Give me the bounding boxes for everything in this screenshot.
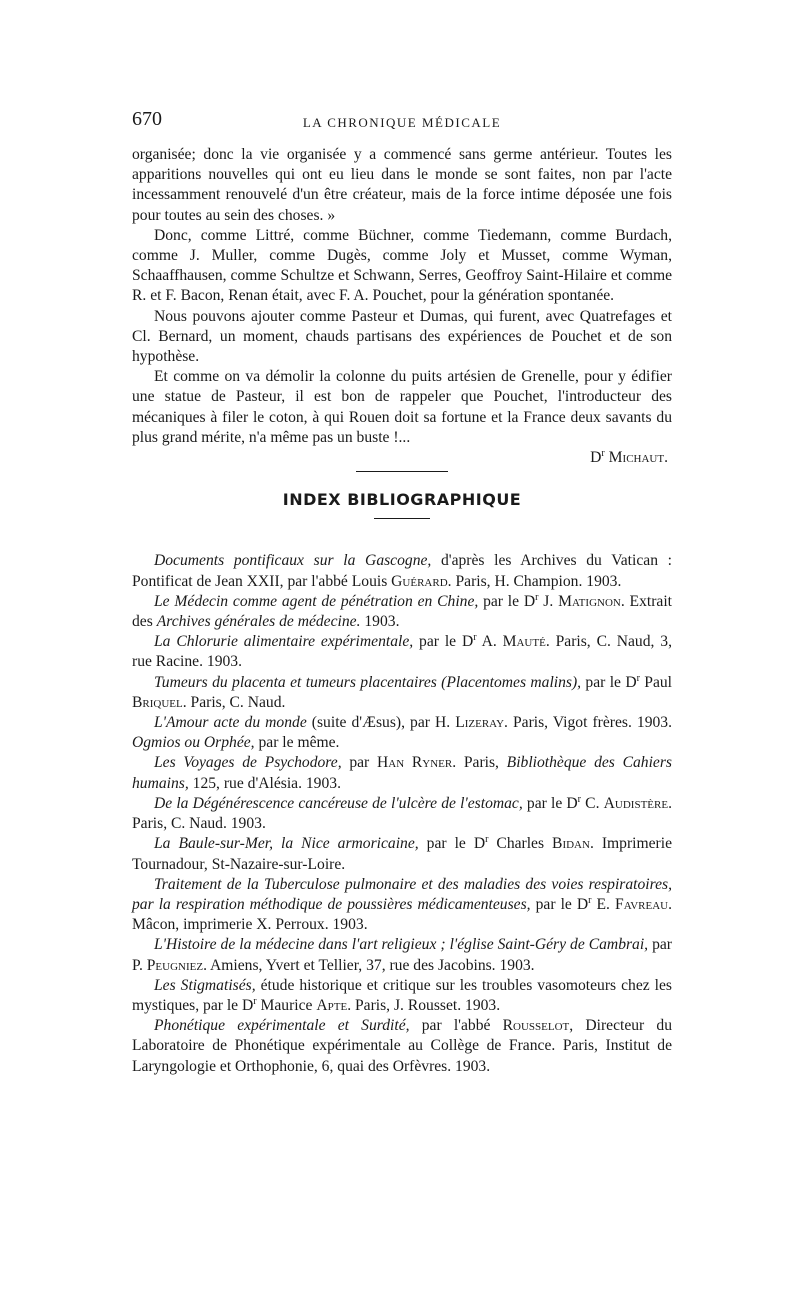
entry-title: Tumeurs du placenta et tumeurs placentaires (Placentomes malins), xyxy=(154,673,582,691)
prose-paragraph: organisée; donc la vie organisée y a commencé sans germe antérieur. Toutes les apparitions nouvelles qui ont eu lieu dans le monde se sont faites, non par l'acte incessamment renouvelé d'un être créateur, mais de la force intime déposée une fois pour toutes au sein des choses. » xyxy=(132,146,672,224)
entry-title: Le Médecin comme agent de pénétration en Chine, xyxy=(154,592,479,610)
entry-text: . Paris, C. Naud. 1903. xyxy=(132,794,672,833)
entry-title: L'Histoire de la médecine dans l'art religieux ; l'église Saint-Géry de Cambrai, xyxy=(154,936,649,954)
entry-author: Mauté xyxy=(502,633,546,651)
entry-text: (suite d'Æsus), par H. xyxy=(306,714,456,732)
entry-title: La Baule-sur-Mer, la Nice armoricaine, xyxy=(154,835,419,853)
entry-text: par le D xyxy=(581,673,637,691)
bibliography-entry xyxy=(132,632,672,672)
divider-rule xyxy=(374,518,430,519)
entry-superscript: r xyxy=(636,672,640,684)
signature xyxy=(132,448,672,468)
page-number: 670 xyxy=(132,108,162,130)
entry-text: . Paris, C. Naud. xyxy=(182,693,286,711)
entry-author: Matignon xyxy=(558,592,621,610)
entry-text: . Amiens, Yvert et Tellier, 37, rue des Jacobins. 1903. xyxy=(203,956,535,974)
entry-text: d'après les Archives du Vatican : Pontificat de Jean XXII, par l'abbé Louis xyxy=(132,552,672,590)
entry-text: par xyxy=(341,754,377,772)
entry-text: . Extrait des xyxy=(132,592,672,631)
entry-text: . Paris, xyxy=(452,754,507,772)
entry-text: . Paris, Vigot frères. 1903. xyxy=(504,714,672,732)
entry-text: A. xyxy=(476,633,503,651)
prose-paragraph: Donc, comme Littré, comme Büchner, comme Tiedemann, comme Burdach, comme J. Muller, comme Dugès, comme Joly et Musset, comme Wyman, Schaaffhausen, comme Schultze et Schwann, Serres, Geoffroy Saint-Hilaire et comme R. et F. Bacon, Renan était, avec F. A. Pouchet, pour la génération spontanée. xyxy=(132,226,672,305)
entry-title: Archives générales de médecine. xyxy=(156,613,361,631)
entry-text: par l'abbé xyxy=(409,1017,503,1035)
bibliography-list xyxy=(132,551,672,1076)
page-header xyxy=(132,108,672,136)
entry-author: Apte xyxy=(316,996,348,1014)
entry-superscript: r xyxy=(577,793,582,805)
entry-text: Paul xyxy=(639,673,673,691)
entry-author: Peugniez xyxy=(146,956,204,974)
prose-paragraph: Et comme on va démolir la colonne du puits artésien de Grenelle, pour y édifier une statue de Pasteur, il est bon de rappeler que Pouchet, l'introducteur des mécaniques à filer le coton, à qui Rouen doit sa fortune et la France deux savants du plus grand mérite, n'a même pas un buste !... xyxy=(132,368,672,446)
entry-text: J. xyxy=(538,592,559,610)
entry-text: , Directeur du Laboratoire de Phonétique expérimentale au Collège de France. Paris, Institut de Laryngologie et Orthophonie, 6, quai des Orfèvres. 1903. xyxy=(132,1017,673,1075)
entry-text: . Paris, J. Rousset. 1903. xyxy=(347,996,501,1014)
entry-text: par P. xyxy=(132,936,672,974)
entry-title: L'Amour acte du monde xyxy=(154,714,307,732)
entry-text: C. xyxy=(581,794,604,812)
entry-title: Les Voyages de Psychodore, xyxy=(154,754,342,772)
entry-text: par le D xyxy=(530,895,589,913)
entry-text: 125, rue d'Alésia. 1903. xyxy=(188,774,341,792)
section-title: INDEX BIBLIOGRAPHIQUE xyxy=(282,490,522,510)
entry-title: Documents pontificaux sur la Gascogne, xyxy=(154,552,432,570)
entry-author: Bidan xyxy=(552,835,590,853)
entry-title: Les Stigmatisés, xyxy=(154,976,256,994)
entry-title: Bibliothèque des Cahiers humains, xyxy=(132,754,672,792)
entry-superscript: r xyxy=(253,995,257,1007)
entry-title: La Chlorurie alimentaire expérimentale, xyxy=(154,633,414,651)
entry-author: Favreau xyxy=(615,895,669,913)
running-title: LA CHRONIQUE MÉDICALE xyxy=(302,115,502,130)
entry-text: par le D xyxy=(522,794,578,812)
bibliography-entry xyxy=(132,976,672,1016)
bibliography-entry xyxy=(132,1016,672,1077)
bibliography-entry xyxy=(132,592,672,632)
entry-superscript: r xyxy=(588,894,592,906)
bibliography-entry xyxy=(132,673,672,713)
entry-text: Charles xyxy=(488,835,553,853)
entry-text: Maurice xyxy=(256,996,317,1014)
entry-author: Audistère xyxy=(603,794,669,812)
entry-title: Phonétique expérimentale et Surdité, xyxy=(154,1017,410,1035)
entry-superscript: r xyxy=(535,591,539,603)
signature-prefix: D xyxy=(590,449,602,467)
entry-title: Traitement de la Tuberculose pulmonaire et des maladies des voies respiratoires, par la respiration méthodique de poussières médicamenteuses, xyxy=(132,875,672,913)
bibliography-entry xyxy=(132,875,672,936)
entry-text: par le D xyxy=(478,592,536,610)
entry-author: Guérard xyxy=(391,572,448,590)
entry-text: par le même. xyxy=(254,734,340,752)
entry-text: par le D xyxy=(413,633,474,651)
entry-author: Briquel xyxy=(132,693,183,711)
entry-text: par le D xyxy=(418,835,486,853)
entry-text: . Imprimerie Tournadour, St-Nazaire-sur-Loire. xyxy=(132,835,672,873)
signature-sup: r xyxy=(601,447,605,459)
page-body xyxy=(132,145,672,1077)
entry-superscript: r xyxy=(473,632,477,644)
entry-title: Ogmios ou Orphée, xyxy=(132,734,255,752)
entry-author: Rousselot xyxy=(502,1017,570,1035)
entry-text: 1903. xyxy=(360,613,400,631)
entry-text: . Paris, H. Champion. 1903. xyxy=(447,572,622,590)
entry-author: Lizeray xyxy=(455,714,505,732)
entry-author: Han Ryner xyxy=(376,754,453,772)
entry-text: étude historique et critique sur les troubles vasomoteurs chez les mystiques, par le D xyxy=(132,976,672,1014)
bibliography-entry xyxy=(132,794,672,834)
signature-name: Michaut. xyxy=(608,449,668,467)
entry-text: E. xyxy=(591,895,616,913)
bibliography-entry xyxy=(132,753,672,793)
entry-text: . Mâcon, imprimerie X. Perroux. 1903. xyxy=(132,895,673,934)
entry-superscript: r xyxy=(485,834,489,846)
divider-rule xyxy=(356,471,448,472)
bibliography-entry xyxy=(132,935,672,975)
bibliography-entry xyxy=(132,551,672,591)
entry-title: De la Dégénérescence cancéreuse de l'ulcère de l'estomac, xyxy=(154,794,523,812)
entry-text: . Paris, C. Naud, 3, rue Racine. 1903. xyxy=(132,633,672,671)
prose-paragraph: Nous pouvons ajouter comme Pasteur et Dumas, qui furent, avec Quatrefages et Cl. Bernard, un moment, chauds partisans des expériences de Pouchet et de son hypothèse. xyxy=(132,307,672,366)
bibliography-entry xyxy=(132,834,672,874)
bibliography-entry xyxy=(132,713,672,753)
